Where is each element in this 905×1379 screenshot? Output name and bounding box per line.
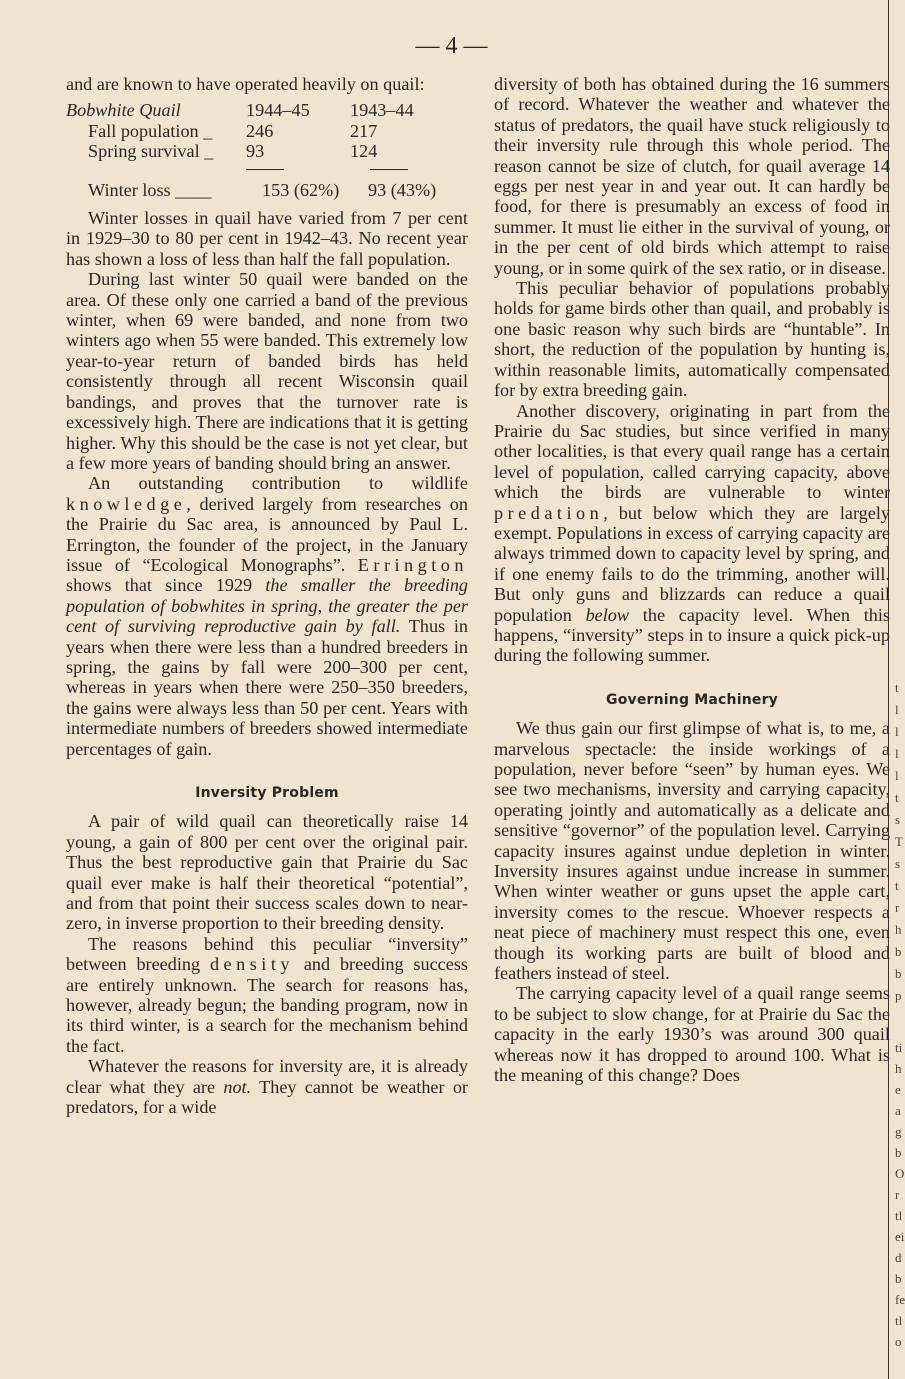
table-cell: 93 [246,141,265,162]
edge-letter: l [895,724,899,739]
edge-letter: e [895,1082,901,1097]
edge-letter: tl [895,1313,903,1328]
table-header-cell: 1944–45 [246,100,310,121]
edge-letter: r [895,900,900,915]
edge-letter: o [895,1334,902,1349]
sum-rule [370,169,408,170]
edge-letter: s [895,812,901,827]
paragraph: Another discovery, originating in part from the Prairie du Sac studies, but since verified in many other localities, is that every quail range has a certain level of population, called carrying capacity, above which the birds are vulnerable to winter predation, but below which they are largely exempt. Populations in excess of carrying capacity are always trimmed down to capacity level by spring, and if one enemy fails to do the trimming, another will. But only guns and blizzards can reduce a quail population below the capacity level. When this happens, “inversity” steps in to insure a quick pick-up during the following summer. [494,400,890,666]
table-cell: Spring survival _ [88,141,214,162]
table-header-row [66,100,468,120]
section-heading: Inversity Problem [195,785,339,801]
edge-letter: ei [895,1229,905,1244]
edge-letter: tl [895,1208,903,1223]
paragraph: A pair of wild quail can theoretically raise 14 young, a gain of 800 per cent over the original pair. Thus the best reproductive gain that Prairie du Sac quail ever make is half their theoretical “potential”, and from that point their success scales down to near-zero, in inverse proportion to their breeding density. [66,811,468,934]
left-column [66,74,468,1118]
edge-letter: a [895,1103,901,1118]
paragraph: Whatever the reasons for inversity are, it is already clear what they are not. They cannot be weather or predators, for a wide [66,1056,468,1118]
table-row [66,121,468,141]
edge-letter: b [895,1145,902,1160]
edge-letter: g [895,1124,902,1139]
paragraph: During last winter 50 quail were banded on the area. Of these only one carried a band of the previous winter, when 69 were banded, and none from two winters ago when 55 were banded. This extremely low year-to-year return of banded birds has held consistently through all recent Wisconsin quail bandings, and proves that the turnover rate is excessively high. There are indications that it is getting higher. Why this should be the case is not yet clear, but a few more years of banding should bring an answer. [66,269,468,473]
paragraph: This peculiar behavior of populations probably holds for game birds other than quail, and probably is one basic reason why such birds are “huntable”. In short, the reduction of the population by hunting is, within reasonable limits, automatically compensated for by extra breeding gain. [494,278,890,401]
edge-letter: d [895,1250,902,1265]
paragraph: Winter losses in quail have varied from 7 per cent in 1929–30 to 80 per cent in 1942–43. No recent year has shown a loss of less than half the fall population. [66,208,468,269]
table-cell: 93 (43%) [368,179,437,200]
paragraph: diversity of both has obtained during the 16 summers of record. Whatever the weather and whatever the status of predators, the quail have stuck religiously to their inversity rule through this whole period. The reason cannot be size of clutch, for quail average 14 eggs per nest year in and year out. It can hardly be food, for there is presumably an excess of food in summer. It must lie either in the survival of young, or in the per cent of old birds which attempt to raise young, or in some quirk of the sex ratio, or in disease. [494,74,890,278]
edge-letter: h [895,1061,902,1076]
paragraph: We thus gain our first glimpse of what is, to me, a marvelous spectacle: the inside workings of a population, never before “seen” by human eyes. We see two mechanisms, inversity and carrying capacity, operating jointly and automatically as a delicate and sensitive “governor” of the population level. Carrying capacity insures against undue depletion in winter. Inversity insures against undue increase in summer. When winter weather or guns upset the apple cart, inversity comes to the rescue. Whoever respects a neat piece of machinery must respect this one, even though its working parts are built of blood and feathers instead of steel. [494,718,890,984]
paragraph: The carrying capacity level of a quail range seems to be subject to slow change, for at Prairie du Sac the capacity in the early 1930’s was around 300 quail whereas now it has dropped to around 100. What is the meaning of this change? Does [494,983,890,1086]
paragraph: The reasons behind this peculiar “inversity” between breeding density and breeding success are entirely unknown. The search for reasons has, however, already begun; the banding program, now in its third winter, is a search for the mechanism behind the fact. [66,933,468,1056]
edge-letter: t [895,680,899,695]
paragraph: An outstanding contribution to wildlife knowledge, derived largely from researches on the Prairie du Sac area, is announced by Paul L. Errington, the founder of the project, in the January issue of “Ecological Monographs”. Errington shows that since 1929 the smaller the breeding population of bobwhites in spring, the greater the per cent of surviving reproductive gain by fall. Thus in years when there were less than a hundred breeders in spring, the gains by fall were 200–300 per cent, whereas in years when there were 250–350 breeders, the gains were always less than 50 per cent. Years with intermediate numbers of breeders showed intermediate percentages of gain. [66,473,469,759]
table-cell: 124 [350,141,378,162]
adjacent-page-edge [888,0,904,1379]
table-total-row [66,180,468,200]
edge-letter: l [895,702,899,717]
edge-letter: b [895,966,902,981]
edge-letter: r [895,1187,900,1202]
edge-letter: h [895,922,902,937]
edge-letter: s [895,856,901,871]
table-cell: Winter loss ____ [88,179,212,200]
table-header-cell: Bobwhite Quail [66,100,181,121]
table-row [66,141,468,161]
edge-letter: O [895,1166,905,1181]
edge-letter: b [895,944,902,959]
page-number: — 4 — [415,33,488,59]
table-sum-rules [66,164,468,174]
table-cell: 153 (62%) [262,179,340,200]
table-cell: Fall population _ [88,120,213,141]
table-header-cell: 1943–44 [350,100,414,121]
edge-letter: t [895,878,899,893]
paragraph-intro: and are known to have operated heavily on quail: [66,74,425,94]
table-cell: 217 [350,120,378,141]
table-cell: 246 [246,120,274,141]
right-column [494,74,890,1364]
edge-letter: ti [895,1040,903,1055]
edge-letter: T [895,834,903,849]
edge-letter: l [895,768,899,783]
section-heading: Governing Machinery [606,691,778,708]
edge-letter: l [895,746,899,761]
edge-letter: fe [895,1292,905,1307]
edge-letter: p [895,988,902,1003]
sum-rule [246,169,284,170]
edge-letter: t [895,790,899,805]
quail-table [66,100,468,200]
edge-letter: b [895,1271,902,1286]
